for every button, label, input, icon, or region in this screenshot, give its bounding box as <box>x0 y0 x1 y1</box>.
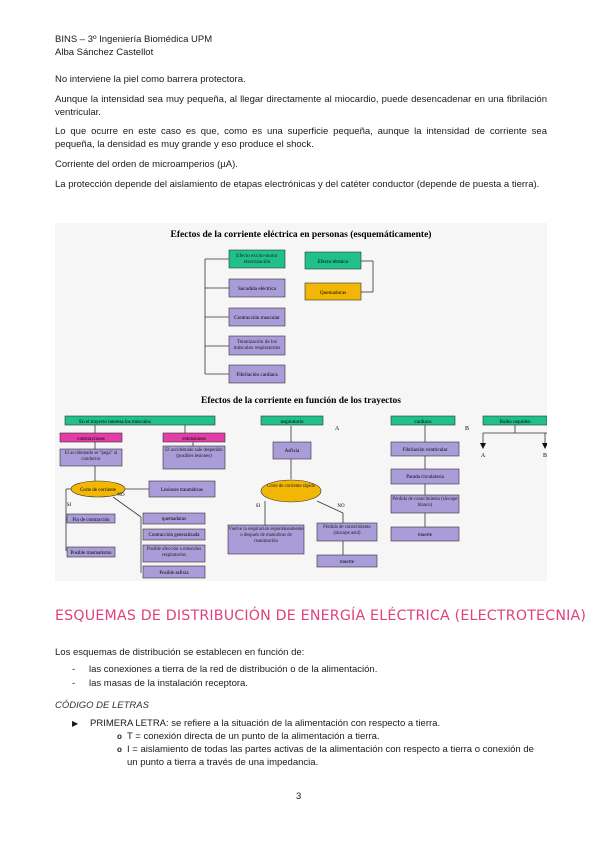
path1-cut: Corte de corriente <box>79 488 117 493</box>
path1-extensions: extensiones <box>182 437 206 442</box>
figure-title-1: Efectos de la corriente eléctrica en personas (esquemáticamente) <box>170 230 432 240</box>
path1-hooked: El accidentado se "pega" al conductor <box>64 451 118 462</box>
path1-head: En el trayecto interesa los músculos <box>79 420 151 425</box>
effect-shock-label: Sacudida eléctrica <box>238 286 276 292</box>
sub-item-text: I = aislamiento de todas las partes activas de la alimentación con respecto a tierra o conexión de un punto a tierra a través de una impedancia. <box>127 744 534 768</box>
page-header <box>55 34 212 59</box>
path1-contractions: contracciones <box>77 437 105 442</box>
effect-thermal-label: Efecto térmico <box>317 259 349 265</box>
list-item <box>72 678 248 691</box>
path2-death: muerte <box>340 560 354 565</box>
sub-item <box>117 744 544 769</box>
path1-no: NO <box>117 493 125 498</box>
path3-loss: Pérdida de conocimiento (síncope blanco) <box>392 497 458 508</box>
path4-head: Bulbo raquídeo <box>499 420 531 425</box>
path2-back: Vuelve la respiración espontáneamente o después de maniobras de reanimación <box>228 527 304 544</box>
circle-bullet-icon: o <box>117 745 122 754</box>
effect-fibrillation-label: Fibrilación cardiaca <box>236 372 278 378</box>
path1-thrown: El accidentado sale despedido (posibles lesiones) <box>165 448 223 459</box>
effect-tetanization-label: Tetanización de los músculos respiratorios <box>233 339 281 351</box>
sub-item-text: T = conexión directa de un punto de la alimentación a tierra. <box>127 731 380 742</box>
path3-b: B <box>464 426 470 432</box>
header-course: BINS – 3º Ingeniería Biomédica UPM <box>55 34 213 45</box>
sub-item <box>117 731 544 744</box>
circle-bullet-icon: o <box>117 732 122 741</box>
paragraph-1: No interviene la piel como barrera protectora. <box>55 74 246 85</box>
bullet-text: las masas de la instalación receptora. <box>89 678 248 689</box>
path2-no: NO <box>337 504 345 509</box>
path1-yes: SI <box>66 503 72 508</box>
paragraph-5: La protección depende del aislamiento de etapas electrónicas y del catéter conductor (depende de puesta a tierra). <box>55 179 540 190</box>
first-letter-item <box>72 718 440 731</box>
figure-title-2: Efectos de la corriente en función de los trayectos <box>201 396 401 406</box>
path1-general: Contracción generalizada <box>148 533 200 538</box>
path2-cut: Corte de corriente rápido <box>266 484 316 489</box>
section-title: ESQUEMAS DE DISTRIBUCIÓN DE ENERGÍA ELÉCTRICA (ELECTROTECNIA) <box>55 608 587 624</box>
path3-arrest: Parada circulatoria <box>406 475 444 480</box>
bullet-text: las conexiones a tierra de la red de distribución o de la alimentación. <box>89 664 378 675</box>
path2-a: A <box>334 426 340 432</box>
path2-asphyxia: Asfixia <box>284 449 300 454</box>
path4-a: A <box>480 453 486 459</box>
effect-contraction-label: Contracción muscular <box>234 315 280 321</box>
first-letter-text: PRIMERA LETRA: se refiere a la situación de la alimentación con respecto a tierra. <box>90 718 441 729</box>
paragraph-3: Lo que ocurre en este caso es que, como es una superficie pequeña, aunque la intensidad de corriente sea pequeña, la densidad es muy grande y eso produce el shock. <box>55 126 547 151</box>
triangle-bullet-icon: ▶ <box>72 719 79 728</box>
header-author: Alba Sánchez Castellot <box>55 46 154 58</box>
path1-end-contraction: Fin de contracción <box>72 518 110 523</box>
page-number: 3 <box>296 791 302 802</box>
path2-loss: Pérdida de conocimiento (síncope azul) <box>323 525 371 536</box>
list-item <box>72 664 377 677</box>
path1-burns: quemaduras <box>161 517 187 522</box>
path1-trauma: Lesiones traumáticas <box>160 488 204 493</box>
path1-trauma2: Posible traumatismo <box>70 551 112 556</box>
section-intro: Los esquemas de distribución se establecen en función de: <box>55 647 305 658</box>
dash-marker: - <box>72 678 76 689</box>
path4-b: B <box>542 453 547 459</box>
effect-excitomotor-label: Efecto excito-motor electrización <box>236 253 278 265</box>
paragraph-2: Aunque la intensidad sea muy pequeña, al llegar directamente al miocardio, puede desencadenar en una fibrilación ventricular. <box>55 94 547 119</box>
dash-marker: - <box>72 664 76 675</box>
path1-resp: Posible afección a músculos respiratorios <box>146 547 202 558</box>
path1-asphyxia: Posible asfixia <box>159 571 189 576</box>
code-letters-title: CÓDIGO DE LETRAS <box>55 700 149 711</box>
effects-figure <box>55 223 547 581</box>
path3-death: muerte <box>418 533 432 538</box>
path2-yes: SI <box>255 504 261 509</box>
path3-head: cardiaco <box>414 420 432 425</box>
path2-head: respiratorio <box>280 420 304 425</box>
path3-fibrillation: Fibrilación ventricular <box>402 448 448 453</box>
effect-burns-label: Quemaduras <box>319 290 347 296</box>
paragraph-4: Corriente del orden de microamperios (µA). <box>55 159 238 170</box>
